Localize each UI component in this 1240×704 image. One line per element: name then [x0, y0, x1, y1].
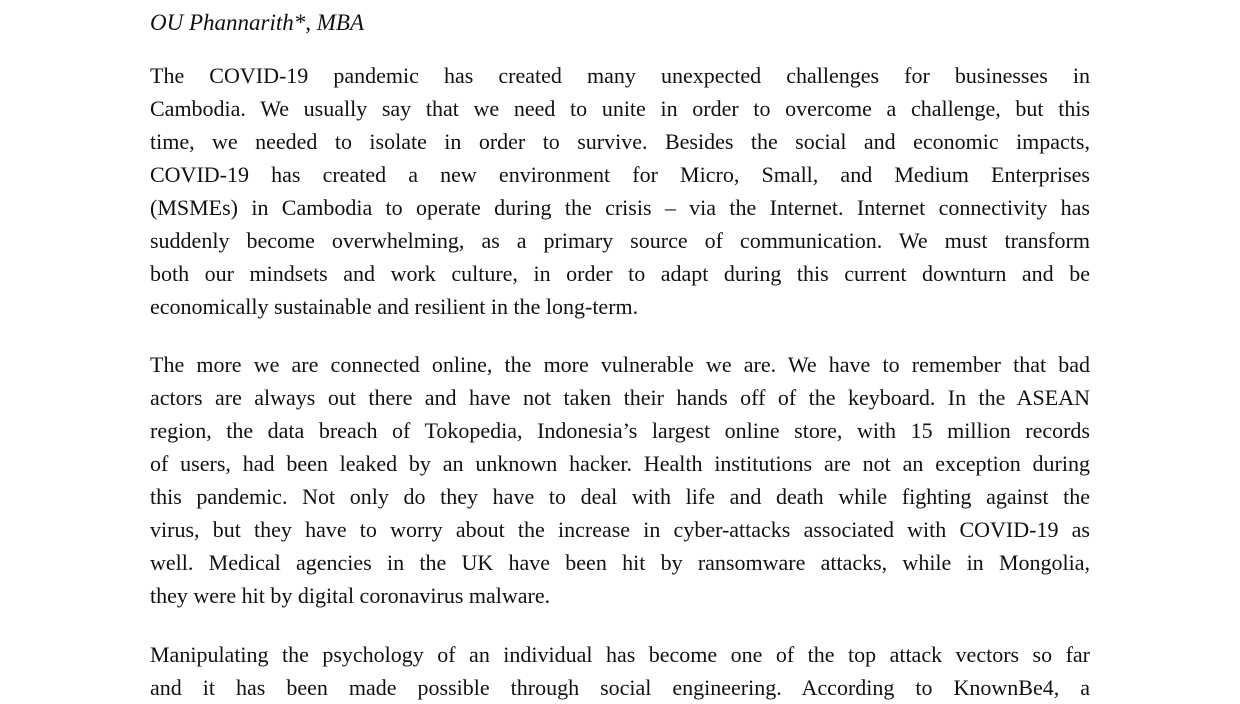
text-line: COVID-19 has created a new environment for Micro, Small, and Medium Enterprises [150, 162, 1090, 187]
text-line: well. Medical agencies in the UK have been hit by ransomware attacks, while in Mongolia, [150, 550, 1090, 575]
paragraph-2 [150, 348, 1090, 612]
text-line: Cambodia. We usually say that we need to unite in order to overcome a challenge, but this [150, 96, 1090, 121]
text-line: of users, had been leaked by an unknown hacker. Health institutions are not an exception during [150, 451, 1090, 476]
text-line: economically sustainable and resilient in the long-term. [150, 294, 639, 319]
text-line: they were hit by digital coronavirus malware. [150, 583, 551, 608]
text-line: (MSMEs) in Cambodia to operate during the crisis – via the Internet. Internet connectivity has [150, 195, 1090, 220]
text-line: region, the data breach of Tokopedia, Indonesia’s largest online store, with 15 million records [150, 418, 1090, 443]
paragraph-3 [150, 638, 1090, 704]
text-line: this pandemic. Not only do they have to deal with life and death while fighting against the [150, 484, 1090, 509]
text-line: virus, but they have to worry about the increase in cyber-attacks associated with COVID-19 as [150, 517, 1090, 542]
text-line: and it has been made possible through social engineering. According to KnownBe4, a [150, 675, 1090, 700]
text-line: time, we needed to isolate in order to survive. Besides the social and economic impacts, [150, 129, 1090, 154]
text-line: The more we are connected online, the more vulnerable we are. We have to remember that bad [150, 352, 1090, 377]
text-line: actors are always out there and have not taken their hands off of the keyboard. In the ASEAN [150, 385, 1090, 410]
text-line: Manipulating the psychology of an individual has become one of the top attack vectors so far [150, 642, 1090, 667]
text-line: suddenly become overwhelming, as a primary source of communication. We must transform [150, 228, 1090, 253]
text-line: both our mindsets and work culture, in order to adapt during this current downturn and be [150, 261, 1090, 286]
text-line: The COVID-19 pandemic has created many unexpected challenges for businesses in [150, 63, 1090, 88]
author-byline: OU Phannarith*, MBA [150, 10, 365, 35]
paragraph-1 [150, 59, 1090, 323]
